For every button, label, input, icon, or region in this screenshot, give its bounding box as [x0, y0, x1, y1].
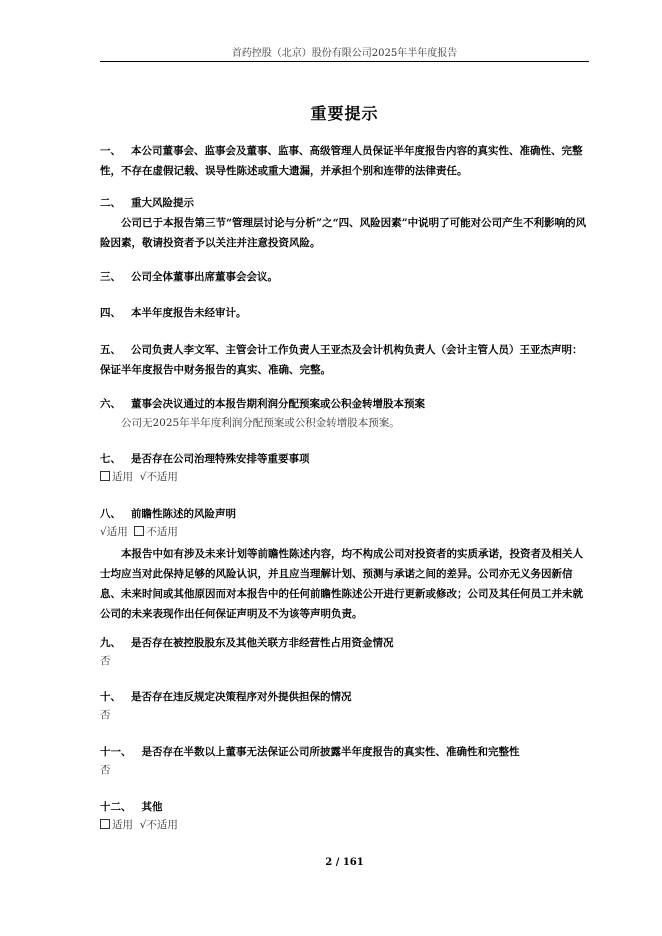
- section-title: 是否存在被控股股东及其他关联方非经营性占用资金情况: [131, 637, 394, 649]
- option-not-applicable: √不适用: [139, 471, 178, 483]
- section-text: 公司负责人李文军、主管会计工作负责人王亚杰及会计机构负责人（会计主管人员）王亚杰声明：保证半年度报告中财务报告的真实、准确、完整。: [100, 344, 583, 376]
- checkbox-icon: [100, 471, 110, 481]
- section-7: [100, 449, 589, 485]
- section-title: 重大风险提示: [131, 197, 194, 209]
- section-answer: 否: [100, 655, 111, 667]
- section-12: [100, 797, 589, 833]
- section-answer: 否: [100, 764, 111, 776]
- option-applicable: 适用: [112, 819, 133, 831]
- section-title: 是否存在违反规定决策程序对外提供担保的情况: [131, 691, 352, 703]
- section-title: 前瞻性陈述的风险声明: [131, 508, 236, 520]
- document-header: 首药控股（北京）股份有限公司2025年半年度报告: [231, 48, 458, 59]
- section-number: 六、: [100, 398, 121, 410]
- page-number: 2 / 161: [325, 857, 364, 868]
- checkbox-icon: [100, 819, 110, 829]
- header-rule: [100, 61, 589, 62]
- section-title: 其他: [141, 801, 163, 813]
- section-2: [100, 193, 589, 253]
- section-body: 本报告中如有涉及未来计划等前瞻性陈述内容，均不构成公司对投资者的实质承诺，投资者及相关人士均应当对此保持足够的风险认识，并且应当理解计划、预测与承诺之间的差异。公司亦无义务因新信息、未来时间或其他原因而对本报告中的任何前瞻性陈述公开进行更新或修改；公司及其任何员工并未就公司的未来表现作出任何保证声明及不为该等声明负责。: [100, 548, 583, 620]
- section-number: 十一、: [100, 746, 132, 758]
- section-answer: 否: [100, 709, 111, 721]
- section-title: 董事会决议通过的本报告期利润分配预案或公积金转增股本预案: [131, 398, 425, 410]
- section-number: 九、: [100, 637, 121, 649]
- section-8: [100, 504, 589, 624]
- section-title: 是否存在半数以上董事无法保证公司所披露半年度报告的真实性、准确性和完整性: [141, 746, 520, 758]
- page-title: 重要提示: [310, 104, 379, 123]
- applicability-options: [100, 469, 589, 485]
- section-number: 八、: [100, 508, 121, 520]
- section-5: [100, 340, 589, 380]
- section-text: 本半年度报告未经审计。: [131, 307, 247, 319]
- applicability-options: [100, 817, 589, 833]
- section-11: [100, 742, 589, 778]
- option-not-applicable: 不适用: [146, 526, 178, 538]
- section-body: 公司已于本报告第三节“管理层讨论与分析”之“四、风险因素”中说明了可能对公司产生不利影响的风险因素，敬请投资者予以关注并注意投资风险。: [100, 217, 587, 249]
- checkbox-icon: [134, 526, 144, 536]
- section-text: 公司全体董事出席董事会会议。: [131, 271, 278, 283]
- section-number: 十、: [100, 691, 121, 703]
- option-not-applicable: √不适用: [139, 819, 178, 831]
- section-3: [100, 267, 589, 287]
- section-number: 十二、: [100, 801, 132, 813]
- applicability-options: [100, 524, 589, 540]
- section-number: 一、: [100, 145, 121, 157]
- section-10: [100, 687, 589, 723]
- section-body: 公司无2025年半年度利润分配预案或公积金转增股本预案。: [121, 417, 400, 429]
- option-applicable: √适用: [100, 526, 128, 538]
- option-applicable: 适用: [112, 471, 133, 483]
- section-title: 是否存在公司治理特殊安排等重要事项: [131, 453, 310, 465]
- section-text: 本公司董事会、监事会及董事、监事、高级管理人员保证半年度报告内容的真实性、准确性、完整性，不存在虚假记载、误导性陈述或重大遗漏，并承担个别和连带的法律责任。: [100, 145, 583, 177]
- section-number: 三、: [100, 271, 121, 283]
- section-number: 五、: [100, 344, 121, 356]
- section-1: [100, 141, 589, 181]
- section-4: [100, 303, 589, 323]
- section-number: 二、: [100, 197, 121, 209]
- section-number: 七、: [100, 453, 121, 465]
- section-6: [100, 394, 589, 432]
- section-9: [100, 633, 589, 669]
- section-number: 四、: [100, 307, 121, 319]
